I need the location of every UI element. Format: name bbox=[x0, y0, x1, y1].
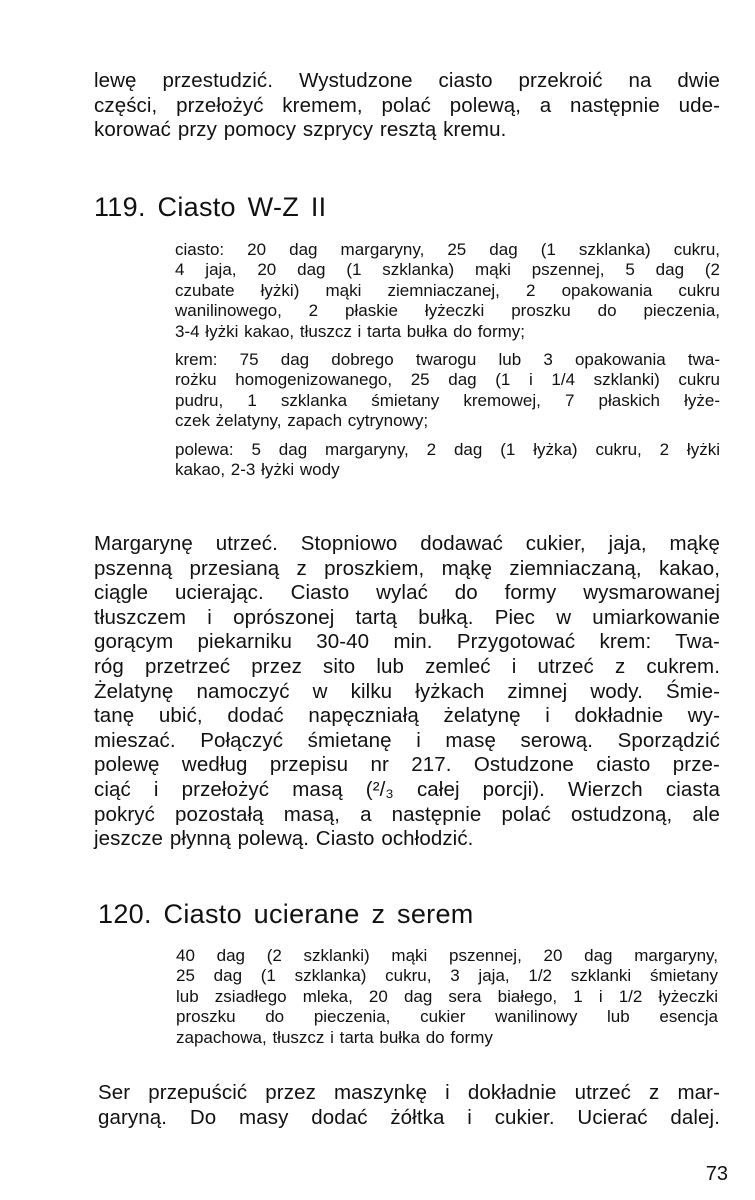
text-line: kakao, 2-3 łyżki wody bbox=[175, 460, 340, 480]
text-line: róg przetrzeć przez sito lub zemleć i utrzeć z cukrem. bbox=[94, 654, 720, 678]
page-number: 73 bbox=[705, 1163, 728, 1185]
text-line: Margarynę utrzeć. Stopniowo dodawać cukier, jaja, mąkę bbox=[94, 532, 720, 555]
text-line: polewa: 5 dag margaryny, 2 dag (1 łyżka) cukru, 2 łyżki bbox=[175, 439, 720, 459]
text-line: ciąć i przełożyć masą (²/₃ całej porcji). Wierzch ciasta bbox=[94, 777, 720, 801]
ingredients-glaze bbox=[175, 440, 720, 481]
recipe-120-method bbox=[98, 1081, 720, 1130]
text-line: lub zsiadłego mleka, 20 dag sera białego, 1 i 1/2 łyżeczki bbox=[176, 986, 718, 1006]
text-line: proszku do pieczenia, cukier wanilinowy lub esencja bbox=[176, 1007, 718, 1027]
recipe-119-ingredients bbox=[175, 240, 720, 480]
text-line: mieszać. Połączyć śmietanę i masę serową. Sporządzić bbox=[94, 728, 720, 752]
recipe-119-title: 119. Ciasto W-Z II bbox=[94, 192, 327, 222]
ingredients-cream bbox=[175, 350, 720, 432]
text-line: pokryć pozostałą masą, a następnie polać ostudzoną, ale bbox=[94, 802, 720, 826]
text-line: 40 dag (2 szklanki) mąki pszennej, 20 dag margaryny, bbox=[176, 946, 718, 965]
text-line: ciasto: 20 dag margaryny, 25 dag (1 szklanka) cukru, bbox=[175, 240, 720, 259]
text-line: zapachowa, tłuszcz i tarta bułka do formy bbox=[176, 1027, 493, 1047]
text-line: Ser przepuścić przez maszynkę i dokładnie utrzeć z mar- bbox=[98, 1081, 720, 1104]
text-line: czubate łyżki) mąki ziemniaczanej, 2 opakowania cukru bbox=[175, 280, 720, 300]
text-line: ciągle ucierając. Ciasto wylać do formy wysmarowanej bbox=[94, 581, 720, 605]
text-line: tanę ubić, dodać napęczniałą żelatynę i dokładnie wy- bbox=[94, 704, 720, 728]
text-line: 3-4 łyżki kakao, tłuszcz i tarta bułka do formy; bbox=[175, 321, 526, 341]
text-line: krem: 75 dag dobrego twarogu lub 3 opakowania twa- bbox=[175, 350, 720, 370]
text-line: pudru, 1 szklanka śmietany kremowej, 7 płaskich łyże- bbox=[175, 390, 720, 410]
text-line: rożku homogenizowanego, 25 dag (1 i 1/4 szklanki) cukru bbox=[175, 370, 720, 390]
text-line: czek żelatyny, zapach cytrynowy; bbox=[175, 411, 429, 431]
text-line: jeszcze płynną polewą. Ciasto ochłodzić. bbox=[94, 827, 474, 851]
text-line: Żelatynę namoczyć w kilku łyżkach zimnej wody. Śmie- bbox=[94, 679, 720, 703]
intro-paragraph bbox=[94, 69, 720, 143]
text-line: części, przełożyć kremem, polać polewą, a następnie ude- bbox=[94, 93, 720, 117]
recipe-119-method bbox=[94, 532, 720, 852]
text-line: wanilinowego, 2 płaskie łyżeczki proszku do pieczenia, bbox=[175, 301, 720, 321]
text-line: pszenną przesianą z proszkiem, mąkę ziemniaczaną, kakao, bbox=[94, 556, 720, 580]
text-line: gorącym piekarniku 30-40 min. Przygotować krem: Twa- bbox=[94, 630, 720, 654]
recipe-120-ingredients bbox=[176, 946, 718, 1048]
text-line: 25 dag (1 szklanka) cukru, 3 jaja, 1/2 szklanki śmietany bbox=[176, 966, 718, 986]
text-line: garyną. Do masy dodać żółtka i cukier. Ucierać dalej. bbox=[98, 1105, 720, 1129]
recipe-120-title: 120. Ciasto ucierane z serem bbox=[98, 899, 474, 929]
text-line: lewę przestudzić. Wystudzone ciasto przekroić na dwie bbox=[94, 69, 720, 92]
text-line: korować przy pomocy szprycy resztą kremu. bbox=[94, 118, 507, 141]
ingredients-dough bbox=[175, 240, 720, 342]
text-line: tłuszczem i oprószonej tartą bułką. Piec w umiarkowanie bbox=[94, 605, 720, 629]
text-line: 4 jaja, 20 dag (1 szklanka) mąki pszennej, 5 dag (2 bbox=[175, 260, 720, 280]
text-line: polewę według przepisu nr 217. Ostudzone ciasto prze- bbox=[94, 753, 720, 777]
